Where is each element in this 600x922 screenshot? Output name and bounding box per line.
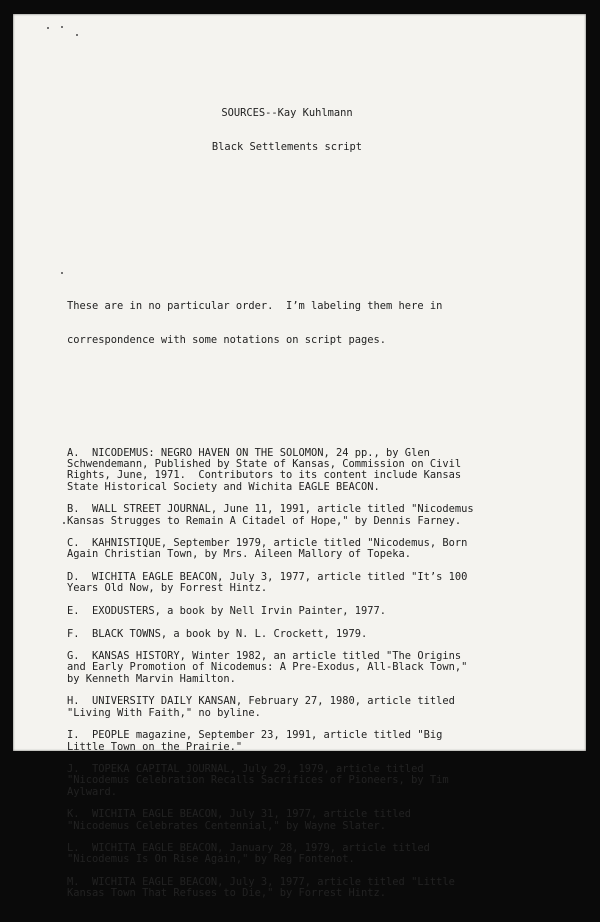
paper-speck [61, 26, 63, 28]
source-entry [67, 504, 537, 527]
source-line: by Kenneth Marvin Hamilton. [67, 672, 236, 685]
source-line: J. TOPEKA CAPITAL JOURNAL, July 29, 1979, article titled [67, 763, 424, 776]
intro-line-1: These are in no particular order. I’m labeling them here in [67, 299, 443, 312]
source-entry [67, 629, 537, 640]
paper-speck [61, 272, 63, 274]
source-line: D. WICHITA EAGLE BEACON, July 3, 1977, article titled "It’s 100 [67, 571, 468, 584]
source-line: H. UNIVERSITY DAILY KANSAN, February 27, 1980, article titled [67, 695, 455, 708]
source-line: "Living With Faith," no byline. [67, 706, 261, 719]
source-line: Rights, June, 1971. Contributors to its content include Kansas [67, 469, 462, 482]
heading-line-1: SOURCES--Kay Kuhlmann [221, 107, 353, 120]
source-entry [67, 764, 537, 798]
source-line: L. WICHITA EAGLE BEACON, January 28, 1979, article titled [67, 842, 430, 855]
source-entry [67, 809, 537, 832]
document-heading [67, 86, 507, 176]
source-line: Kansas Town That Refuses to Die," by Forrest Hintz. [67, 887, 387, 900]
source-entry [67, 843, 537, 866]
source-entry [67, 606, 537, 617]
source-line: B. WALL STREET JOURNAL, June 11, 1991, article titled "Nicodemus [67, 503, 474, 516]
intro-line-2: correspondence with some notations on script pages. [67, 333, 387, 346]
source-line: I. PEOPLE magazine, September 23, 1991, article titled "Big [67, 729, 443, 742]
source-line: M. WICHITA EAGLE BEACON, July 3, 1977, article titled "Little [67, 876, 455, 889]
source-line: Kansas Strugges to Remain A Citadel of Hope," by Dennis Farney. [67, 514, 462, 527]
source-entry [67, 877, 537, 900]
source-line: Again Christian Town, by Mrs. Aileen Mallory of Topeka. [67, 548, 412, 561]
intro-paragraph [67, 278, 537, 368]
source-line: F. BLACK TOWNS, a book by N. L. Crockett, 1979. [67, 627, 368, 640]
source-line: C. KAHNISTIQUE, September 1979, article titled "Nicodemus, Born [67, 537, 468, 550]
source-entry [67, 572, 537, 595]
source-line: Aylward. [67, 785, 118, 798]
source-line: Schwendemann, Published by State of Kansas, Commission on Civil [67, 458, 462, 471]
source-line: and Early Promotion of Nicodemus: A Pre-Exodus, All-Black Town," [67, 661, 468, 674]
source-entry [67, 538, 537, 561]
source-line: Little Town on the Prairie." [67, 740, 243, 753]
source-line: A. NICODEMUS: NEGRO HAVEN ON THE SOLOMON, 24 pp., by Glen [67, 446, 430, 459]
source-line: K. WICHITA EAGLE BEACON, July 31, 1977, article titled [67, 808, 412, 821]
source-line: "Nicodemus Celebration Recalls Sacrifices of Pioneers, by Tim [67, 774, 449, 787]
paper-speck [47, 27, 49, 29]
source-entry [67, 730, 537, 753]
paper-speck [76, 34, 78, 36]
paper-speck [63, 522, 65, 524]
source-line: E. EXODUSTERS, a book by Nell Irvin Painter, 1977. [67, 604, 387, 617]
source-entry [67, 696, 537, 719]
sources-list [67, 448, 537, 900]
source-line: State Historical Society and Wichita EAGLE BEACON. [67, 480, 380, 493]
source-line: Years Old Now, by Forrest Hintz. [67, 582, 268, 595]
source-line: G. KANSAS HISTORY, Winter 1982, an article titled "The Origins [67, 650, 462, 663]
document-text [67, 63, 537, 922]
source-line: "Nicodemus Is On Rise Again," by Reg Fontenot. [67, 853, 355, 866]
heading-line-2: Black Settlements script [211, 141, 363, 154]
source-entry [67, 448, 537, 493]
source-entry [67, 651, 537, 685]
source-line: "Nicodemus Celebrates Centennial," by Wayne Slater. [67, 819, 387, 832]
